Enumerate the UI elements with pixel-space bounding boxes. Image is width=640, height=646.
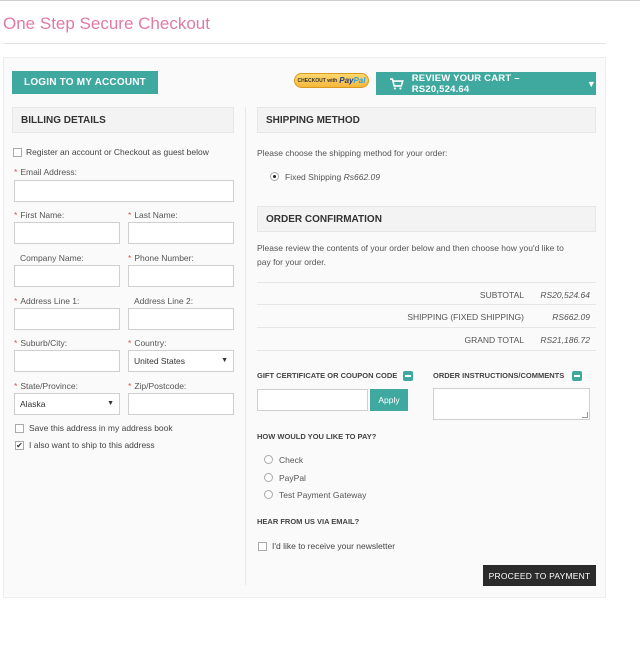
- chevron-down-icon: ▼: [586, 78, 596, 89]
- paypal-logo-pay: Pay: [339, 76, 354, 85]
- grand-total-row: [257, 328, 596, 351]
- paypal-prefix: CHECKOUT with: [297, 77, 338, 84]
- proceed-to-payment-button[interactable]: PROCEED TO PAYMENT: [483, 565, 596, 586]
- state-value: Alaska: [20, 399, 46, 409]
- address1-field[interactable]: [14, 308, 120, 330]
- last-name-label: * Last Name:: [128, 210, 178, 220]
- first-name-label: * First Name:: [14, 210, 65, 220]
- paypal-logo: [339, 76, 365, 85]
- page-title: One Step Secure Checkout: [3, 14, 210, 33]
- first-name-field[interactable]: [14, 222, 120, 244]
- ship-to-checkbox[interactable]: [15, 441, 24, 450]
- paypal-logo-pal: Pal: [353, 76, 366, 85]
- save-address-label: Save this address in my address book: [29, 423, 173, 433]
- coupon-heading: GIFT CERTIFICATE OR COUPON CODE: [257, 371, 398, 380]
- last-name-field[interactable]: [128, 222, 234, 244]
- shipping-instruction: Please choose the shipping method for your order:: [257, 148, 448, 158]
- subtotal-label: SUBTOTAL: [479, 290, 524, 300]
- address1-label: * Address Line 1:: [14, 296, 80, 306]
- shipping-method-price: Rs662.09: [343, 172, 380, 182]
- shipping-total-label: SHIPPING (FIXED SHIPPING): [407, 312, 524, 322]
- suburb-label: * Suburb/City:: [14, 338, 68, 348]
- shipping-method-label: Fixed Shipping Rs662.09: [285, 172, 380, 182]
- cart-label: REVIEW YOUR CART – RS20,524.64: [411, 72, 520, 95]
- shipping-total-value: RS662.09: [552, 312, 590, 322]
- payment-heading: HOW WOULD YOU LIKE TO PAY?: [257, 432, 377, 441]
- billing-heading: BILLING DETAILS: [12, 107, 234, 133]
- paypal-checkout-button[interactable]: [294, 73, 369, 88]
- title-divider: [3, 43, 606, 44]
- country-select[interactable]: [128, 350, 234, 372]
- cart-icon: [390, 78, 404, 90]
- save-address-checkbox[interactable]: [15, 424, 24, 433]
- country-value: United States: [134, 356, 186, 366]
- shipping-method-radio[interactable]: [270, 172, 279, 181]
- pay-check-label: Check: [279, 455, 304, 465]
- company-label: Company Name:: [20, 253, 84, 263]
- pay-test-gateway-radio[interactable]: [264, 490, 273, 499]
- pay-paypal-radio[interactable]: [264, 473, 273, 482]
- order-instruction-line2: pay for your order.: [257, 257, 326, 267]
- zip-label: * Zip/Postcode:: [128, 381, 187, 391]
- phone-label: * Phone Number:: [128, 253, 194, 263]
- apply-coupon-button[interactable]: Apply: [370, 389, 408, 411]
- order-instruction-line1: Please review the contents of your order below and then choose how you'd like to: [257, 243, 564, 253]
- minus-icon[interactable]: [572, 371, 582, 381]
- register-label: Register an account or Checkout as guest below: [26, 147, 209, 157]
- grand-total-value: RS21,186.72: [540, 335, 590, 345]
- zip-field[interactable]: [128, 393, 234, 415]
- state-select[interactable]: [14, 393, 120, 415]
- ship-to-label: I also want to ship to this address: [29, 440, 155, 450]
- resize-grip-icon[interactable]: [582, 412, 588, 418]
- company-field[interactable]: [14, 265, 120, 287]
- comments-heading: ORDER INSTRUCTIONS/COMMENTS: [433, 371, 565, 380]
- suburb-field[interactable]: [14, 350, 120, 372]
- review-cart-button[interactable]: [376, 72, 596, 95]
- column-divider: [245, 107, 246, 585]
- pay-check-radio[interactable]: [264, 455, 273, 464]
- address2-label: Address Line 2:: [134, 296, 194, 306]
- phone-field[interactable]: [128, 265, 234, 287]
- newsletter-checkbox[interactable]: [258, 542, 267, 551]
- email-field[interactable]: [14, 180, 234, 202]
- chevron-down-icon: ▼: [107, 400, 114, 407]
- top-rule: [0, 0, 640, 1]
- check-icon: ✔: [16, 441, 23, 450]
- subtotal-value: RS20,524.64: [540, 290, 590, 300]
- shipping-total-row: [257, 305, 596, 328]
- address2-field[interactable]: [128, 308, 234, 330]
- chevron-down-icon: ▼: [221, 357, 228, 364]
- pay-paypal-label: PayPal: [279, 473, 306, 483]
- email-label: * Email Address:: [14, 167, 78, 177]
- register-checkbox[interactable]: [13, 148, 22, 157]
- pay-test-gateway-label: Test Payment Gateway: [279, 490, 367, 500]
- newsletter-label: I'd like to receive your newsletter: [272, 541, 396, 551]
- shipping-heading: SHIPPING METHOD: [257, 107, 596, 133]
- comments-textarea[interactable]: [433, 388, 590, 420]
- order-confirmation-heading: ORDER CONFIRMATION: [257, 206, 596, 232]
- login-button[interactable]: LOGIN TO MY ACCOUNT: [12, 71, 158, 94]
- state-label: * State/Province:: [14, 381, 78, 391]
- minus-icon[interactable]: [403, 371, 413, 381]
- subtotal-row: [257, 282, 596, 305]
- country-label: * Country:: [128, 338, 167, 348]
- grand-total-label: GRAND TOTAL: [464, 335, 524, 345]
- coupon-input[interactable]: [257, 389, 368, 411]
- email-heading: HEAR FROM US VIA EMAIL?: [257, 517, 360, 526]
